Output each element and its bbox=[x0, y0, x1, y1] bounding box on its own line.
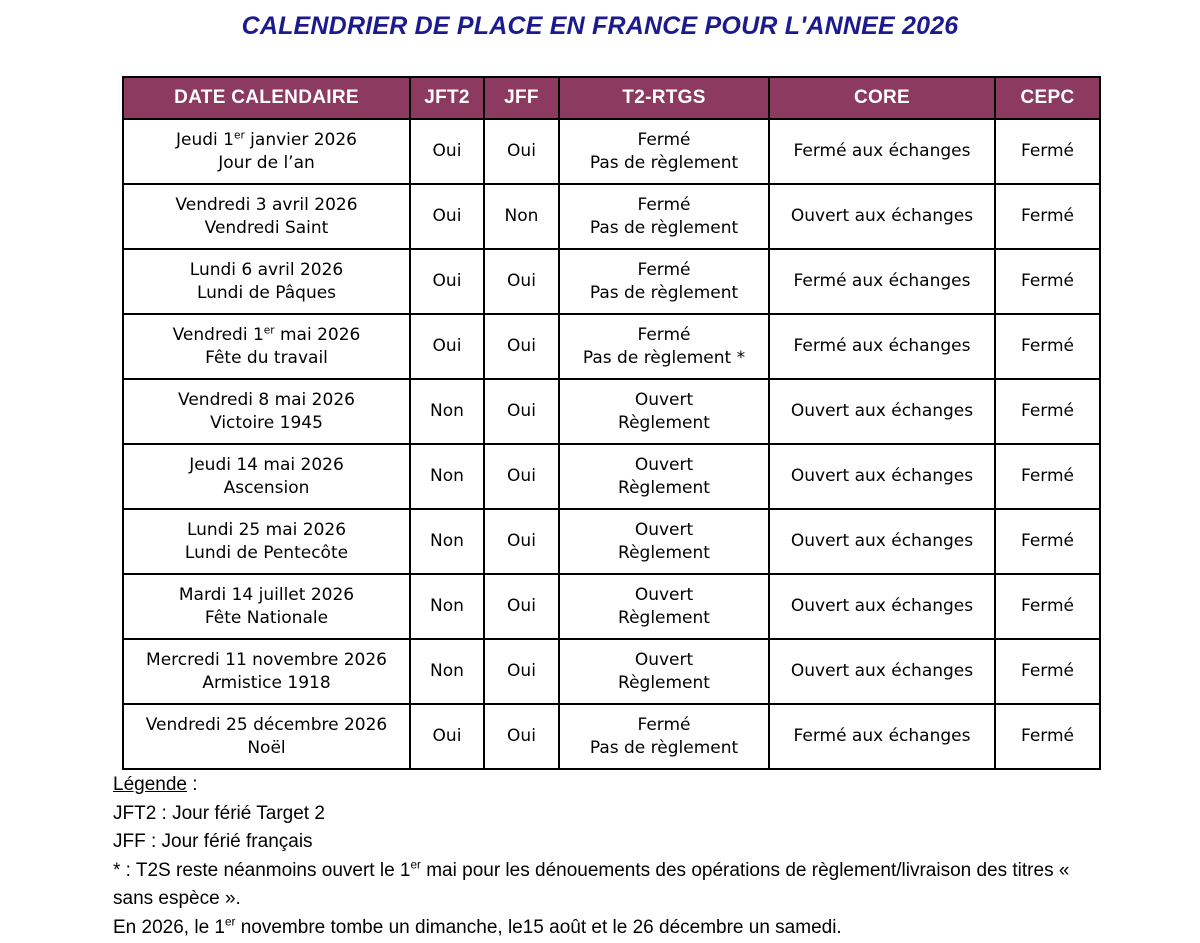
cell-cepc: Fermé bbox=[995, 314, 1100, 379]
cell-cepc: Fermé bbox=[995, 574, 1100, 639]
table-row bbox=[123, 314, 1100, 379]
cell-jff: Oui bbox=[484, 119, 559, 184]
date-line-1 bbox=[124, 649, 409, 672]
table-header-row bbox=[123, 77, 1100, 119]
cell-cepc: Fermé bbox=[995, 119, 1100, 184]
t2-rtgs-line-1: Fermé bbox=[637, 714, 691, 735]
cell-core: Fermé aux échanges bbox=[769, 119, 995, 184]
cell-jff: Oui bbox=[484, 249, 559, 314]
column-header-core: CORE bbox=[769, 77, 995, 119]
date-text-pre: Mardi 14 juillet 2026 bbox=[178, 584, 355, 605]
date-text-pre: Vendredi 8 mai 2026 bbox=[178, 389, 355, 410]
cell-cepc: Fermé bbox=[995, 249, 1100, 314]
table-row bbox=[123, 379, 1100, 444]
date-line-1 bbox=[124, 454, 409, 477]
column-header-t2-rtgs: T2-RTGS bbox=[559, 77, 769, 119]
cell-core: Ouvert aux échanges bbox=[769, 509, 995, 574]
t2-rtgs-line-1: Fermé bbox=[637, 324, 691, 345]
date-line-2: Vendredi Saint bbox=[204, 217, 329, 238]
legend-final-note-post: novembre tombe un dimanche, le15 août et le 26 décembre un samedi. bbox=[235, 916, 842, 938]
date-text-pre: Mercredi 11 novembre 2026 bbox=[146, 649, 387, 670]
cell-t2-rtgs bbox=[559, 574, 769, 639]
cell-date-calendaire bbox=[123, 379, 410, 444]
cell-t2-rtgs bbox=[559, 249, 769, 314]
t2-rtgs-line-1: Ouvert bbox=[634, 389, 694, 410]
cell-t2-rtgs bbox=[559, 509, 769, 574]
legend-block bbox=[113, 771, 1113, 942]
cell-date-calendaire bbox=[123, 444, 410, 509]
cell-jft2: Oui bbox=[410, 249, 484, 314]
table-row bbox=[123, 574, 1100, 639]
table-row bbox=[123, 704, 1100, 769]
date-text-pre: Jeudi 14 mai 2026 bbox=[189, 454, 344, 475]
place-calendar-table bbox=[122, 76, 1101, 770]
cell-date-calendaire bbox=[123, 119, 410, 184]
cell-core: Fermé aux échanges bbox=[769, 314, 995, 379]
legend-asterisk-note-superscript: er bbox=[410, 858, 421, 872]
cell-jft2: Oui bbox=[410, 704, 484, 769]
legend-heading-word: Légende bbox=[113, 774, 187, 795]
cell-t2-rtgs bbox=[559, 704, 769, 769]
date-text-pre: Jeudi 1 bbox=[175, 129, 234, 150]
t2-rtgs-line-2: Pas de règlement bbox=[589, 152, 739, 173]
date-text-pre: Vendredi 3 avril 2026 bbox=[175, 194, 358, 215]
column-header-jff: JFF bbox=[484, 77, 559, 119]
t2-rtgs-line-1: Ouvert bbox=[634, 454, 694, 475]
t2-rtgs-line-1: Ouvert bbox=[634, 519, 694, 540]
date-text-pre: Vendredi 1 bbox=[172, 324, 264, 345]
legend-final-note bbox=[113, 914, 1113, 943]
date-text-pre: Vendredi 25 décembre 2026 bbox=[145, 714, 388, 735]
cell-jft2: Oui bbox=[410, 119, 484, 184]
date-text-pre: Lundi 25 mai 2026 bbox=[186, 519, 347, 540]
legend-final-note-pre: En 2026, le 1 bbox=[113, 916, 225, 938]
page-title: CALENDRIER DE PLACE EN FRANCE POUR L'ANNEE 2026 bbox=[241, 12, 959, 40]
t2-rtgs-line-2: Règlement bbox=[618, 672, 710, 693]
cell-cepc: Fermé bbox=[995, 509, 1100, 574]
date-line-1 bbox=[124, 324, 409, 347]
table-row bbox=[123, 509, 1100, 574]
cell-cepc: Fermé bbox=[995, 184, 1100, 249]
t2-rtgs-line-1: Fermé bbox=[637, 194, 691, 215]
date-line-2: Noël bbox=[247, 737, 286, 758]
cell-date-calendaire bbox=[123, 574, 410, 639]
cell-date-calendaire bbox=[123, 509, 410, 574]
legend-asterisk-note bbox=[113, 857, 1113, 914]
date-line-2: Lundi de Pâques bbox=[196, 282, 337, 303]
legend-heading bbox=[113, 771, 1113, 800]
cell-date-calendaire bbox=[123, 314, 410, 379]
cell-jft2: Non bbox=[410, 379, 484, 444]
table-row bbox=[123, 184, 1100, 249]
cell-core: Fermé aux échanges bbox=[769, 249, 995, 314]
cell-jff: Oui bbox=[484, 509, 559, 574]
cell-jff: Oui bbox=[484, 639, 559, 704]
date-line-2: Lundi de Pentecôte bbox=[184, 542, 349, 563]
cell-cepc: Fermé bbox=[995, 639, 1100, 704]
date-text-post: janvier 2026 bbox=[244, 129, 357, 150]
date-line-2: Victoire 1945 bbox=[210, 412, 323, 433]
legend-jft2: JFT2 : Jour férié Target 2 bbox=[113, 802, 325, 824]
cell-core: Fermé aux échanges bbox=[769, 704, 995, 769]
t2-rtgs-line-2: Règlement bbox=[618, 542, 710, 563]
legend-final-note-superscript: er bbox=[224, 915, 236, 929]
date-line-1 bbox=[124, 129, 409, 152]
date-line-2: Jour de l’an bbox=[218, 152, 315, 173]
t2-rtgs-line-2: Pas de règlement bbox=[589, 217, 739, 238]
t2-rtgs-line-2: Règlement bbox=[618, 607, 710, 628]
date-superscript: er bbox=[263, 323, 275, 336]
table-row bbox=[123, 639, 1100, 704]
date-text-post: mai 2026 bbox=[274, 324, 361, 345]
legend-asterisk-note-pre: * : T2S reste néanmoins ouvert le 1 bbox=[113, 859, 411, 881]
cell-date-calendaire bbox=[123, 639, 410, 704]
cell-date-calendaire bbox=[123, 249, 410, 314]
t2-rtgs-line-2: Règlement bbox=[618, 412, 710, 433]
date-line-1 bbox=[124, 519, 409, 542]
cell-jff: Non bbox=[484, 184, 559, 249]
date-line-2: Armistice 1918 bbox=[202, 672, 331, 693]
date-superscript: er bbox=[233, 128, 245, 141]
t2-rtgs-line-2: Règlement bbox=[618, 477, 710, 498]
column-header-date-calendaire: DATE CALENDAIRE bbox=[123, 77, 410, 119]
cell-cepc: Fermé bbox=[995, 704, 1100, 769]
cell-core: Ouvert aux échanges bbox=[769, 639, 995, 704]
cell-jft2: Non bbox=[410, 509, 484, 574]
cell-core: Ouvert aux échanges bbox=[769, 379, 995, 444]
t2-rtgs-line-2: Pas de règlement bbox=[589, 737, 739, 758]
cell-jff: Oui bbox=[484, 379, 559, 444]
legend-heading-suffix: : bbox=[186, 774, 198, 795]
legend-jff: JFF : Jour férié français bbox=[113, 831, 313, 852]
date-line-2: Fête Nationale bbox=[204, 607, 329, 628]
t2-rtgs-line-1: Fermé bbox=[637, 129, 691, 150]
date-line-1 bbox=[124, 259, 409, 282]
cell-t2-rtgs bbox=[559, 444, 769, 509]
cell-jff: Oui bbox=[484, 704, 559, 769]
table-row bbox=[123, 249, 1100, 314]
date-line-2: Ascension bbox=[223, 477, 310, 498]
date-line-1 bbox=[124, 714, 409, 737]
date-line-2: Fête du travail bbox=[205, 347, 328, 368]
cell-jff: Oui bbox=[484, 444, 559, 509]
cell-t2-rtgs bbox=[559, 119, 769, 184]
date-text-pre: Lundi 6 avril 2026 bbox=[189, 259, 344, 280]
table-row bbox=[123, 119, 1100, 184]
cell-date-calendaire bbox=[123, 184, 410, 249]
cell-cepc: Fermé bbox=[995, 379, 1100, 444]
column-header-cepc: CEPC bbox=[995, 77, 1100, 119]
cell-core: Ouvert aux échanges bbox=[769, 444, 995, 509]
cell-t2-rtgs bbox=[559, 379, 769, 444]
t2-rtgs-line-1: Fermé bbox=[637, 259, 691, 280]
cell-core: Ouvert aux échanges bbox=[769, 184, 995, 249]
cell-jft2: Non bbox=[410, 639, 484, 704]
date-line-1 bbox=[124, 194, 409, 217]
t2-rtgs-line-1: Ouvert bbox=[634, 584, 694, 605]
t2-rtgs-line-2: Pas de règlement bbox=[589, 282, 739, 303]
cell-t2-rtgs bbox=[559, 314, 769, 379]
cell-jft2: Oui bbox=[410, 184, 484, 249]
cell-t2-rtgs bbox=[559, 184, 769, 249]
t2-rtgs-line-2: Pas de règlement * bbox=[582, 347, 746, 368]
cell-jft2: Non bbox=[410, 574, 484, 639]
cell-core: Ouvert aux échanges bbox=[769, 574, 995, 639]
cell-jff: Oui bbox=[484, 314, 559, 379]
cell-jff: Oui bbox=[484, 574, 559, 639]
t2-rtgs-line-1: Ouvert bbox=[634, 649, 694, 670]
cell-jft2: Non bbox=[410, 444, 484, 509]
cell-jft2: Oui bbox=[410, 314, 484, 379]
legend-asterisk-note-post: mai pour les dénouements des opérations de règlement/livraison des titres « sans espèce ». bbox=[113, 859, 1070, 909]
cell-t2-rtgs bbox=[559, 639, 769, 704]
column-header-jft2: JFT2 bbox=[410, 77, 484, 119]
date-line-1 bbox=[124, 584, 409, 607]
cell-date-calendaire bbox=[123, 704, 410, 769]
cell-cepc: Fermé bbox=[995, 444, 1100, 509]
date-line-1 bbox=[124, 389, 409, 412]
table-row bbox=[123, 444, 1100, 509]
